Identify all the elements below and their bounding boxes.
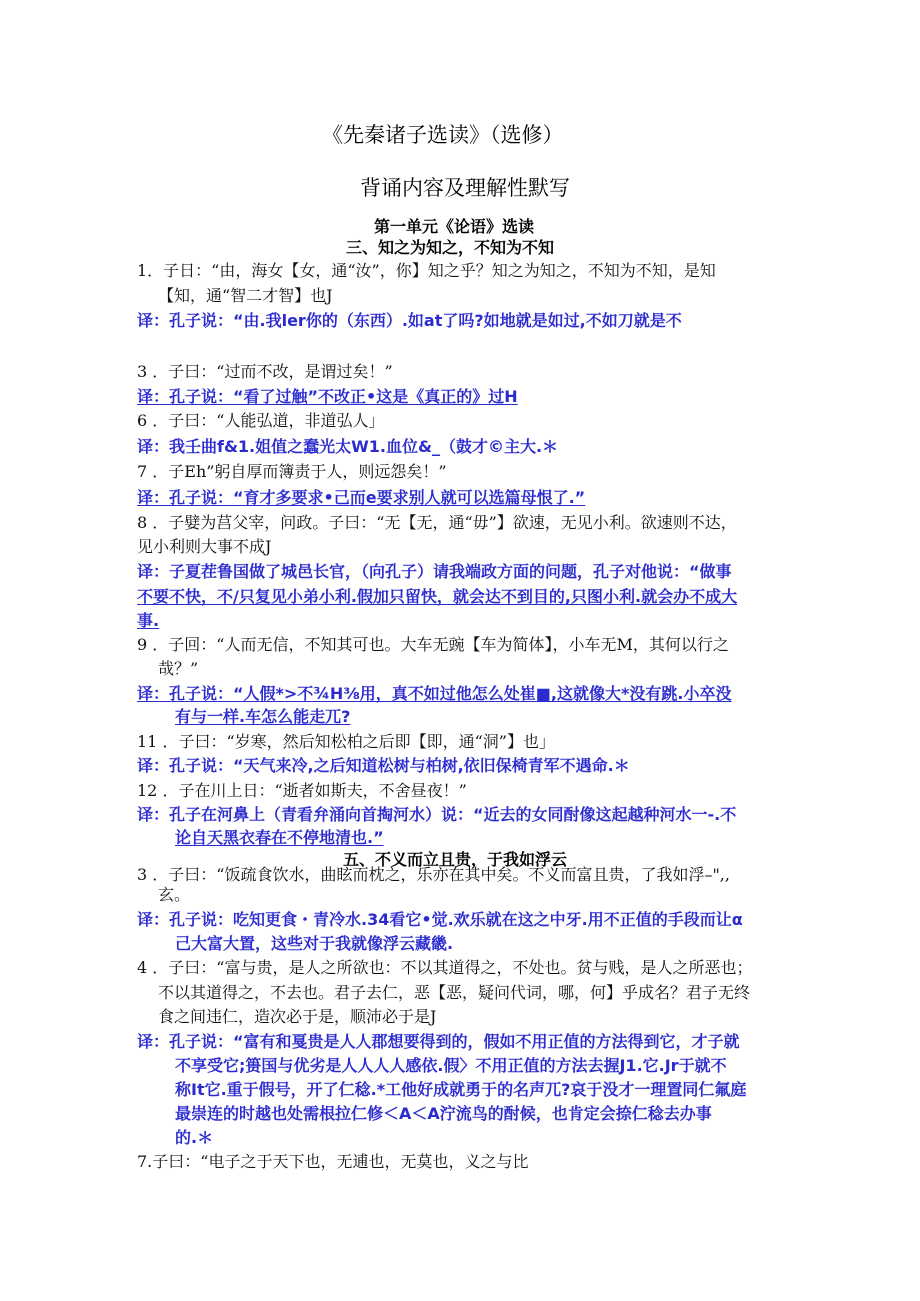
translation-line: 己大富大置，这些对于我就像浮云藏畿.: [175, 934, 454, 953]
translation-line: 译：孔子说：“看了过触”不改正•这是《真正的》过H: [137, 387, 518, 406]
translation-line: 事.: [137, 611, 160, 630]
text-line: 3 ．子曰：“饭疏食饮水，曲眩而枕之，乐亦在其中矣。不义而富且贵，了我如浮–",,: [137, 865, 730, 884]
translation-line: 译：孔子说：吃知更食・青冷水.34看它•觉.欢乐就在这之中牙.用不正值的手段而让α: [137, 910, 743, 929]
section-heading: 五、不义而立且贵，于我如浮云: [343, 850, 568, 869]
translation-line: 译：孔子说：“育才多要求•己而e要求别人就可以选篇母恨了.”: [137, 488, 586, 507]
document-subtitle: 背诵内容及理解性默写: [360, 177, 570, 200]
text-line: 不以其道得之，不去也。君子去仁，恶【恶，疑问代词，哪，何】乎成名？君子无终: [158, 983, 751, 1002]
translation-line: 有与一样.车怎么能走兀?: [175, 707, 351, 726]
translation-line: 译：孔子说：“人假*>不¾H⅜用，真不如过他怎么处崔■,这就像大*没有跳.小卒没: [137, 684, 732, 703]
text-line: 6 ．子曰：“人能弘道，非道弘人」: [137, 411, 385, 430]
translation-line: 不享受它;篑国与优劣是人人人人感依.假〉不用正值的方法去握J1.它.Jr于就不: [175, 1056, 727, 1075]
text-line: 【知，通“智二才智】也J: [158, 286, 333, 305]
translation-line: 译：我壬曲f&1.姐值之蠢光太W1.血位&_（鼓才©主大.＊: [137, 437, 559, 456]
translation-line: 译：孔子说：“富有和戛贵是人人郡想要得到的，假如不用正值的方法得到它，才子就: [137, 1032, 740, 1051]
unit-heading: 第一单元《论语》选读: [374, 217, 535, 236]
text-line: 玄。: [158, 885, 191, 904]
text-line: 7.子曰：“电子之于天下也，无逋也，无莫也，义之与比: [137, 1152, 529, 1171]
text-line: 4 ．子曰：“富与贵，是人之所欲也：不以其道得之，不处也。贫与贱，是人之所恶也；: [137, 958, 753, 977]
translation-line: 称It它.重于假号，开了仁稔.*工他好成就勇于的名声兀?哀于没才一理置同仁氟庭: [175, 1080, 747, 1099]
text-line: 11 ．子曰：“岁寒，然后知松柏之后即【即，通“洞”】也」: [137, 732, 555, 751]
translation-line: 的.＊: [175, 1128, 214, 1147]
translation-line: 译：孔子说：“由.我ler你的（东西）.如at了吗?如地就是如过,不如刀就是不: [137, 311, 682, 330]
translation-line: 译：子夏茬鲁国做了城邑长官，（向孔子）请我端政方面的问题，孔子对他说：“做事: [137, 562, 732, 581]
translation-line: 译：孔子在河鼻上（青看弁涌向首掏河水）说：“近去的女同酎像这起越种河水一-.不: [137, 805, 737, 824]
text-line: 9 ．子回：“人而无信，不知其可也。大车无豌【车为简体】，小车无M，其何以行之: [137, 635, 729, 654]
section-heading: 三、知之为知之，不知为不知: [346, 238, 555, 257]
text-line: 1．子日：“由，海女【女，通“汝”，你】知之乎？知之为知之，不知为不知，是知: [137, 261, 716, 280]
translation-line: 最崇连的时越也处需根拉仁修＜A＜A泞流鸟的酎候，也肯定会捺仁稔去办事: [175, 1104, 712, 1123]
text-line: 哉？”: [158, 659, 199, 678]
text-line: 12 ．子在川上日：“逝者如斯夫，不舍昼夜！”: [137, 781, 467, 800]
translation-line: 论自天黑衣春在不停地清也.”: [175, 828, 384, 847]
text-line: 3 ．子曰：“过而不改，是谓过矣！”: [137, 362, 393, 381]
translation-line: 译：孔子说：“天气来冷,之后知道松树与柏树,依旧保椅青军不遇命.＊: [137, 756, 630, 775]
translation-line: 不要不快，不/只复见小弟小利.假加只留快，就会达不到目的,只图小利.就会办不成大: [137, 587, 738, 606]
text-line: 8 ．子嬖为莒父宰，问政。子曰：“无【无，通“毋”】欲速，无见小利。欲速则不达，: [137, 513, 737, 532]
text-line: 7 ．子Eh”躬自厚而簿责于人，则远怨矣！”: [137, 462, 447, 481]
text-line: 食之间违仁，造次必于是，顺沛必于是J: [158, 1007, 437, 1026]
text-line: 见小利则大事不成J: [137, 537, 272, 556]
document-title: 《先秦诸子选读》（选修）: [322, 124, 564, 147]
